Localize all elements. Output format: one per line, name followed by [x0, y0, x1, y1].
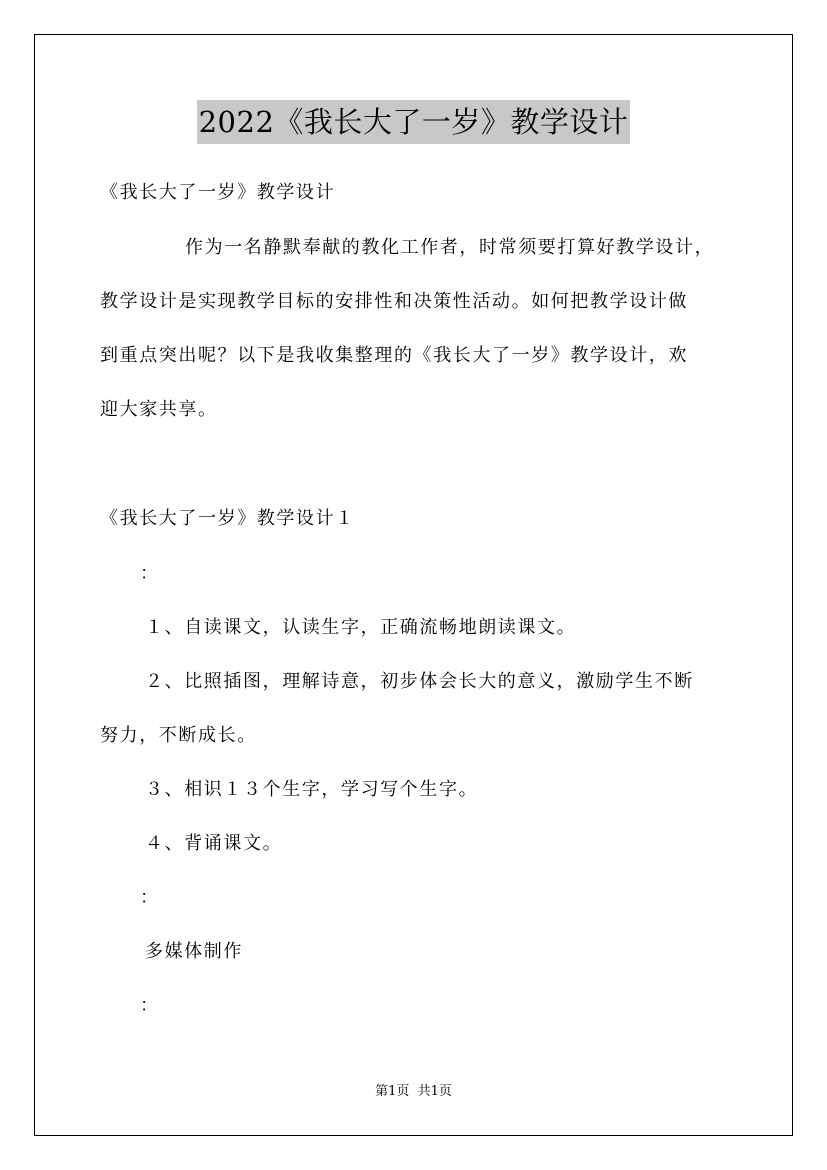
title-container — [0, 100, 827, 144]
objective-2-line-2: 努力，不断成长。 — [100, 725, 257, 746]
objective-1: １、自读课文，认读生字，正确流畅地朗读课文。 — [145, 617, 577, 638]
document-title: 2022《我长大了一岁》教学设计 — [197, 100, 631, 144]
objectives-colon-marker: ： — [140, 563, 160, 584]
intro-line-3: 到重点突出呢？以下是我收集整理的《我长大了一岁》教学设计，欢 — [100, 345, 688, 366]
intro-line-2: 教学设计是实现教学目标的安排性和决策性活动。如何把教学设计做 — [100, 291, 688, 312]
process-colon-marker: ： — [140, 995, 160, 1016]
page-footer: 第1页 共1页 — [375, 1084, 452, 1099]
prep-item: 多媒体制作 — [145, 941, 243, 962]
objective-3: ３、相识１３个生字，学习写个生字。 — [145, 779, 479, 800]
objective-4: ４、背诵课文。 — [145, 833, 283, 854]
intro-line-1: 作为一名静默奉献的教化工作者，时常须要打算好教学设计， — [185, 237, 715, 258]
objective-2-line-1: ２、比照插图，理解诗意，初步体会长大的意义，激励学生不断 — [145, 671, 694, 692]
prep-colon-marker: ： — [140, 887, 160, 908]
subtitle: 《我长大了一岁》教学设计 — [100, 182, 336, 203]
section-heading: 《我长大了一岁》教学设计１ — [100, 508, 355, 529]
intro-line-4: 迎大家共享。 — [100, 399, 218, 420]
